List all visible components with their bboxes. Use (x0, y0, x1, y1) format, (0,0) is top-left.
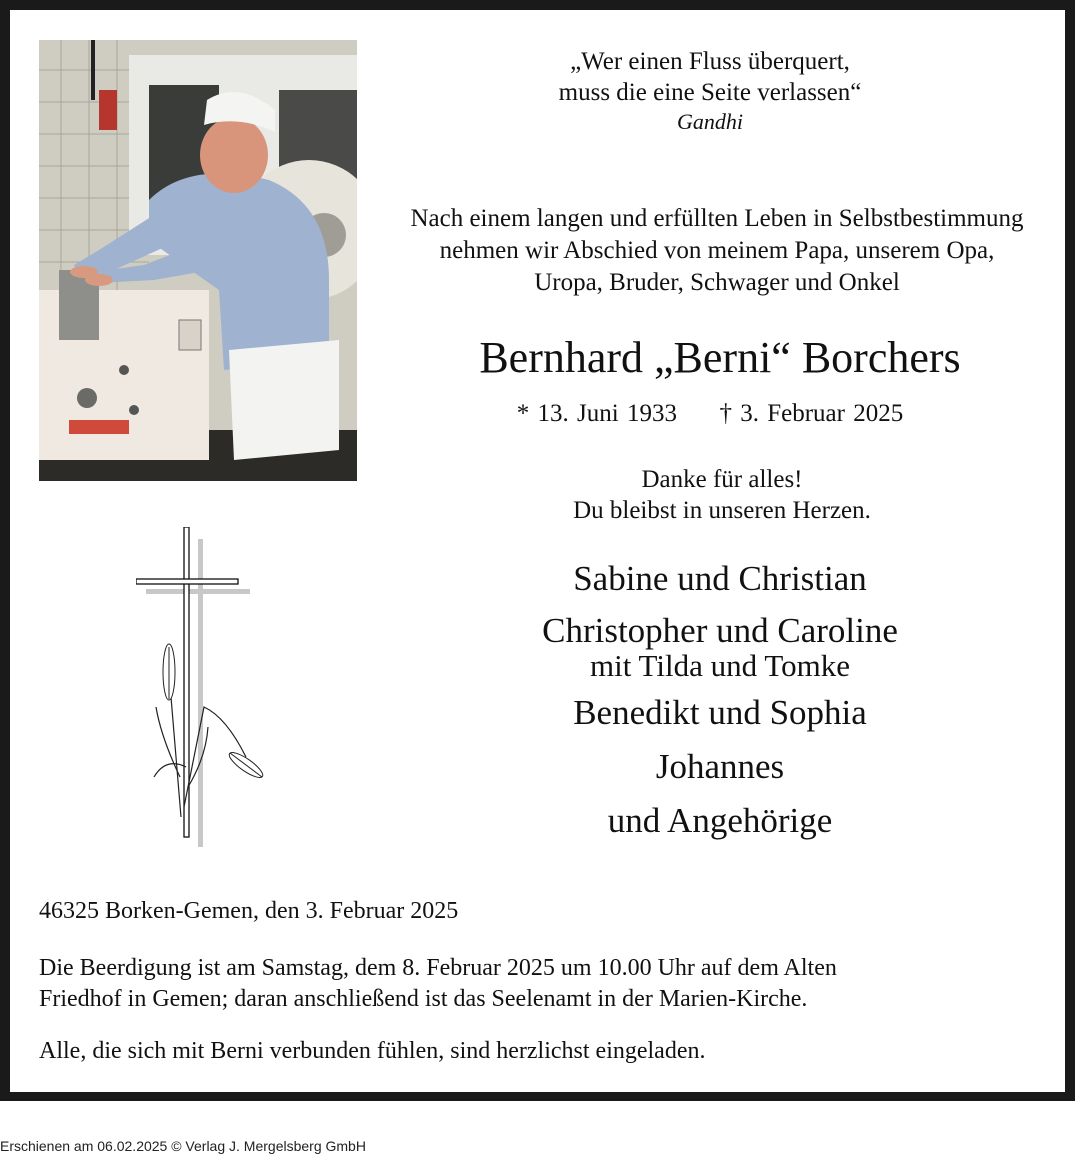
family-member: und Angehörige (607, 801, 833, 840)
obituary-card (10, 10, 1065, 1092)
intro-line: Uropa, Bruder, Schwager und Onkel (534, 269, 900, 296)
cross-with-wheat-icon (136, 527, 276, 862)
intro-text (380, 203, 1054, 299)
quote-line: „Wer einen Fluss überquert, (570, 48, 850, 75)
death-date: † 3. Februar 2025 (719, 400, 904, 427)
quote-author: Gandhi (677, 109, 743, 134)
thanks-text (510, 464, 934, 526)
quote-block (490, 46, 930, 136)
intro-line: nehmen wir Abschied von meinem Papa, unserem Opa, (439, 237, 995, 264)
family-member: Christopher und Caroline (542, 611, 898, 650)
family-member: Johannes (655, 747, 785, 786)
funeral-line: Die Beerdigung ist am Samstag, dem 8. Februar 2025 um 10.00 Uhr auf dem Alten (39, 955, 837, 981)
publication-footer: Erschienen am 06.02.2025 © Verlag J. Mergelsberg GmbH (0, 1138, 366, 1154)
funeral-info (39, 953, 1039, 1015)
life-dates (480, 398, 940, 430)
thanks-line: Danke für alles! (641, 466, 803, 493)
birth-date: * 13. Juni 1933 (516, 400, 677, 427)
intro-line: Nach einem langen und erfüllten Leben in Selbstbestimmung (410, 205, 1024, 232)
family-list (480, 557, 960, 843)
family-member: Benedikt und Sophia (573, 693, 867, 732)
funeral-line: Friedhof in Gemen; daran anschließend ist das Seelenamt in der Marien-Kirche. (39, 986, 808, 1012)
quote-line: muss die eine Seite verlassen“ (558, 79, 862, 106)
deceased-name: Bernhard „Berni“ Borchers (479, 333, 961, 382)
family-member: mit Tilda und Tomke (590, 648, 850, 683)
family-member: Sabine und Christian (573, 559, 867, 598)
place-date: 46325 Borken-Gemen, den 3. Februar 2025 (39, 898, 459, 924)
portrait-photo (39, 40, 357, 481)
invitation-text: Alle, die sich mit Berni verbunden fühlen, sind herzlichst eingeladen. (39, 1038, 706, 1064)
thanks-line: Du bleibst in unseren Herzen. (573, 497, 871, 524)
